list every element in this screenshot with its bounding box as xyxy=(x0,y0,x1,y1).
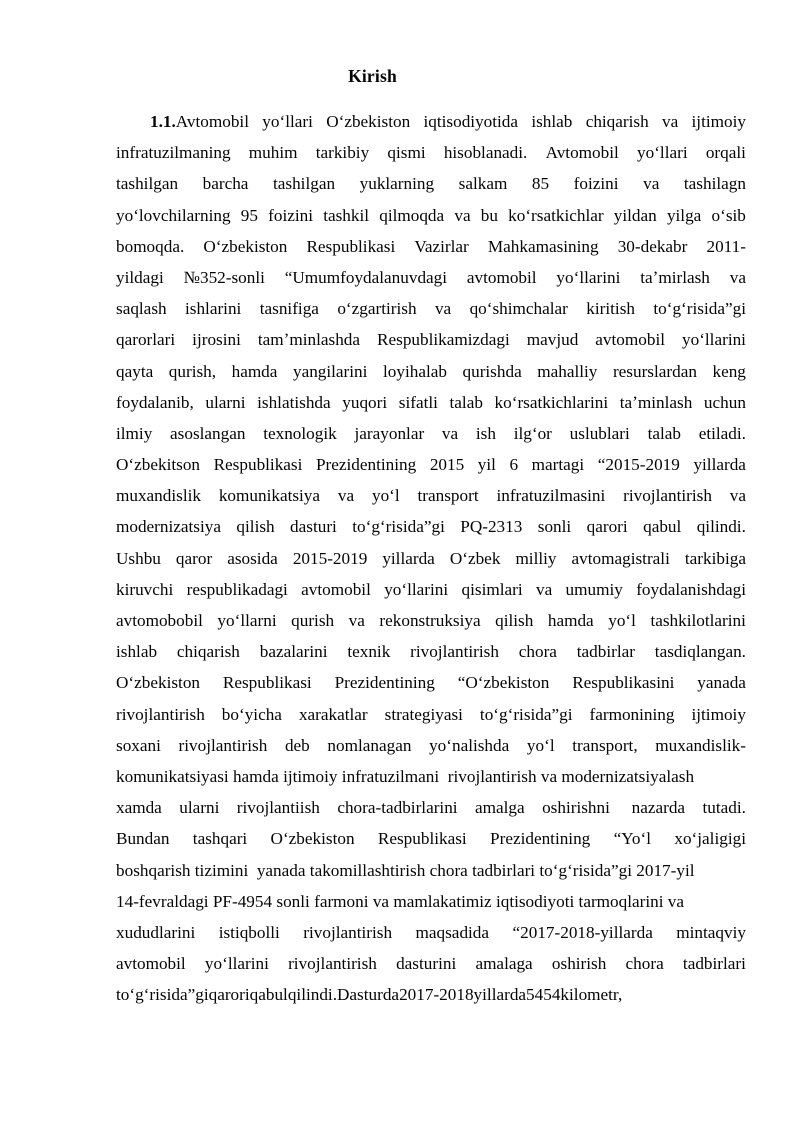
text-word: muxandislik xyxy=(116,486,201,506)
text-word: avtomobil xyxy=(466,267,537,287)
body-text-block xyxy=(116,106,746,1010)
text-line xyxy=(116,886,746,917)
text-word: tashqari xyxy=(192,829,248,849)
text-line xyxy=(116,699,746,730)
text-word: yuklarning xyxy=(359,174,435,194)
text-word: kiritish xyxy=(586,299,635,319)
text-word: infratuzilmasini xyxy=(496,486,606,506)
text-word: 2011- xyxy=(706,236,746,256)
text-word: sifatli xyxy=(398,392,438,412)
text-word: Oʻzbek xyxy=(449,548,501,568)
text-word: toʻgʻrisida”gi xyxy=(479,704,573,724)
text-word: ishlab xyxy=(531,112,573,131)
text-word: 6 xyxy=(509,455,519,475)
text-word: yoʻllarini xyxy=(682,330,746,350)
text-line xyxy=(116,761,746,792)
text-word: yillarda xyxy=(473,985,527,1005)
text-word: tashilgan xyxy=(273,174,336,194)
text-word: taʼmirlash xyxy=(640,267,710,287)
text-word: va xyxy=(729,267,746,287)
text-word: qurish, xyxy=(168,361,217,381)
text-line xyxy=(116,262,746,293)
text-word: dasturi xyxy=(290,517,337,537)
text-word: kiruvchi xyxy=(116,579,174,599)
text-word: asoslangan xyxy=(170,423,246,443)
text-word: va xyxy=(662,112,679,131)
text-word: muxandislik- xyxy=(655,735,746,755)
text-word: yoʻl xyxy=(526,735,555,755)
text-word: “Yoʻl xyxy=(613,829,652,849)
text-word: talab xyxy=(449,392,483,412)
text-word: qilish xyxy=(495,611,534,630)
text-word: chora xyxy=(518,642,557,662)
text-word: yillarda xyxy=(693,455,746,475)
text-word: yuqori xyxy=(342,392,388,412)
text-word: loyihalab xyxy=(382,361,447,381)
text-word: texnik xyxy=(347,642,391,662)
text-line xyxy=(116,855,746,886)
text-word: Bundan xyxy=(116,829,170,849)
text-word: 5454 xyxy=(526,985,561,1005)
text-word: Prezidentining xyxy=(490,829,591,849)
text-word: avtomobil xyxy=(116,954,186,974)
text-word: xarakatlar xyxy=(298,704,368,724)
text-line xyxy=(116,137,746,168)
text-word: qabul xyxy=(249,985,288,1005)
text-word: avtomobil xyxy=(595,330,665,350)
text-word: qilish xyxy=(236,517,275,537)
text-word: toʻgʻrisida”gi xyxy=(352,517,445,537)
text-word: hamda xyxy=(547,611,594,630)
text-word: jarayonlar xyxy=(354,423,425,443)
text-word: ishlatishda xyxy=(257,392,331,412)
text-word: yoʻl xyxy=(371,486,400,506)
text-word: uchun xyxy=(703,392,746,412)
text-word: tashkilotlarini xyxy=(650,611,746,630)
text-word: va xyxy=(441,423,459,443)
text-word: 95 xyxy=(240,205,258,225)
text-line xyxy=(116,418,746,449)
text-line xyxy=(116,730,746,761)
text-word: milliy xyxy=(515,548,557,568)
text-word: martagi xyxy=(531,455,585,475)
text-word: yanada xyxy=(697,673,746,693)
text-line xyxy=(116,605,746,636)
text-word: yoʻnalishda xyxy=(429,735,510,755)
text-word: rivojlantirish xyxy=(178,735,268,755)
text-word: ilgʻor xyxy=(513,423,552,443)
text-word: modernizatsiya xyxy=(116,517,221,537)
text-word: Ushbu xyxy=(116,548,161,568)
text-word: tashkil xyxy=(323,205,370,225)
text-line xyxy=(116,231,746,262)
text-word: ularni xyxy=(205,392,246,412)
text-word: rivojlantirish xyxy=(303,922,393,942)
text-word: xamda xyxy=(116,798,162,818)
text-word: chora xyxy=(625,954,664,974)
text-word: 2015-2019 xyxy=(292,548,368,568)
text-word: amalga xyxy=(475,798,525,818)
text-word: ishlarini xyxy=(185,299,242,319)
text-word: koʻrsatkichlar xyxy=(508,205,604,225)
text-word: rekonstruksiya xyxy=(379,611,481,630)
text-word: qismi xyxy=(387,143,426,163)
text-word: “2015-2019 xyxy=(597,455,680,475)
text-word: yildagi xyxy=(116,267,164,287)
section-number: 1.1. xyxy=(150,112,176,131)
text-word: oshirishni xyxy=(542,798,610,818)
text-word: rivojlantirish xyxy=(116,704,205,724)
text-word: Oʻzbekiston xyxy=(270,829,355,849)
text-word: chora-tadbirlarini xyxy=(337,798,458,818)
text-word: resurslardan xyxy=(612,361,697,381)
text-word: 85 xyxy=(531,174,550,194)
text-word: avtomagistrali xyxy=(571,548,670,568)
text-word: sonli xyxy=(537,517,572,537)
text-word: deb xyxy=(284,735,310,755)
text-word: va xyxy=(454,205,471,225)
text-word: nomlanagan xyxy=(327,735,412,755)
text-word: iqtisodiyotida xyxy=(423,112,519,131)
text-word: Respublikasi xyxy=(306,236,396,256)
text-word: transport, xyxy=(572,735,638,755)
text-word: rivojlantirish xyxy=(288,954,377,974)
text-word: talab xyxy=(647,423,681,443)
text-word: yoʻllarni xyxy=(217,611,277,630)
text-word: hamda xyxy=(231,361,278,381)
text-word: Respublikasini xyxy=(572,673,675,693)
text-word: mintaqviy xyxy=(676,922,746,942)
text-word: kilometr, xyxy=(560,985,623,1005)
text-word: qayta xyxy=(116,361,154,381)
text-word: Respublikasi xyxy=(213,455,303,475)
text-word: va xyxy=(729,486,746,506)
text-word: yil xyxy=(477,455,496,475)
text-word: Oʻzbekitson xyxy=(116,455,201,475)
text-word: soxani xyxy=(116,735,161,755)
text-word: va xyxy=(643,174,660,194)
text-word: mahalliy xyxy=(537,361,598,381)
text-word: tutadi. xyxy=(702,798,746,818)
text-word: va xyxy=(535,579,553,599)
text-word: saqlash xyxy=(116,299,167,319)
text-word: uslublari xyxy=(569,423,630,443)
text-line xyxy=(116,792,746,823)
text-line xyxy=(116,387,746,418)
text-word: va xyxy=(348,611,365,630)
text-word: Respublikasi xyxy=(222,673,312,693)
text-word: koʻrsatkichlarini xyxy=(494,392,609,412)
text-word: va xyxy=(337,486,355,506)
text-word: istiqbolli xyxy=(218,922,280,942)
text-word: qoʻshimchalar xyxy=(469,299,568,319)
text-word: foizini xyxy=(573,174,619,194)
text-word: 30-dekabr xyxy=(617,236,688,256)
text-word: boshqarish tizimini yanada takomillashtirish chora tadbirlari toʻgʻrisida”gi 2017-yil xyxy=(116,860,695,880)
text-word: Mahkamasining xyxy=(487,236,599,256)
text-word: bomoqda. xyxy=(116,236,185,256)
text-word: 14-fevraldagi PF-4954 sonli farmoni va mamlakatimiz iqtisodiyoti tarmoqlarini va xyxy=(116,891,685,911)
text-word: ijtimoiy xyxy=(691,112,746,131)
text-word: toʻgʻrisida”gi xyxy=(116,985,209,1005)
text-word: infratuzilmaning xyxy=(116,143,231,163)
text-word: farmonining xyxy=(589,704,675,724)
text-line xyxy=(116,293,746,324)
text-line xyxy=(116,823,746,854)
text-word: qarori xyxy=(208,985,250,1005)
text-word: Oʻzbekiston xyxy=(116,673,201,693)
text-word: bu xyxy=(480,205,498,225)
text-word: PQ-2313 xyxy=(460,517,523,537)
text-word: umumiy xyxy=(565,579,623,599)
text-word: rivojlantirish xyxy=(410,642,499,662)
text-word: ijrosini xyxy=(192,330,241,350)
text-word: amalaga xyxy=(475,954,533,974)
text-word: yangilarini xyxy=(292,361,368,381)
text-word: foydalanib, xyxy=(116,392,194,412)
text-word: ilmiy xyxy=(116,423,153,443)
text-word: bazalarini xyxy=(259,642,328,662)
text-word: oʻsib xyxy=(711,205,746,225)
text-word: qisimlari xyxy=(461,579,523,599)
text-word: oʻzgartirish xyxy=(337,299,417,319)
text-word: yoʻllarini xyxy=(384,579,449,599)
text-word: yoʻl xyxy=(608,611,636,630)
text-word: etiladi. xyxy=(698,423,746,443)
text-word: ishlab xyxy=(116,642,158,662)
text-word: rivojlantiish xyxy=(236,798,320,818)
text-word: yoʻllarini xyxy=(556,267,621,287)
text-word: transport xyxy=(417,486,479,506)
text-word: chiqarish xyxy=(176,642,240,662)
text-word: yoʻllari xyxy=(637,143,688,163)
text-word: tashilgan xyxy=(116,174,179,194)
text-word: qaror xyxy=(175,548,213,568)
text-word: boʻyicha xyxy=(221,704,282,724)
text-word: foizini xyxy=(268,205,313,225)
text-word: muhim xyxy=(248,143,298,163)
text-word: barcha xyxy=(202,174,249,194)
text-word: va xyxy=(434,299,452,319)
text-word: tashilagn xyxy=(683,174,746,194)
text-word: 1.1.Avtomobil xyxy=(150,112,249,131)
text-word: 2017-2018 xyxy=(399,985,474,1005)
text-line xyxy=(116,667,746,698)
text-line xyxy=(116,636,746,667)
text-word: Avtomobil xyxy=(545,143,619,163)
text-word: 2015 xyxy=(429,455,465,475)
text-word: tarkibiga xyxy=(684,548,746,568)
text-word: qilindi. xyxy=(287,985,338,1005)
text-word: foydalanishdagi xyxy=(636,579,746,599)
text-word: yoʻlovchilarning xyxy=(116,205,231,225)
text-word: Oʻzbekiston xyxy=(203,236,288,256)
text-word: avtomobil xyxy=(301,579,371,599)
text-word: hisoblanadi. xyxy=(443,143,528,163)
text-line xyxy=(116,543,746,574)
text-word: tasnifiga xyxy=(259,299,319,319)
text-word: Dasturda xyxy=(337,985,400,1005)
text-word: yilga xyxy=(666,205,702,225)
text-word: yoʻllari xyxy=(262,112,313,131)
text-word: Respublikasi xyxy=(377,829,467,849)
text-word: mavjud xyxy=(526,330,579,350)
text-word: respublikadagi xyxy=(186,579,288,599)
text-word: tarkibiy xyxy=(315,143,370,163)
text-word: chiqarish xyxy=(585,112,649,131)
text-word: ijtimoiy xyxy=(691,704,746,724)
text-word: avtomobobil xyxy=(116,611,203,630)
text-word: ish xyxy=(475,423,496,443)
text-word: qilmoqda xyxy=(379,205,445,225)
text-word: “2017-2018-yillarda xyxy=(512,922,653,942)
text-line xyxy=(116,948,746,979)
text-word: oshirish xyxy=(551,954,607,974)
text-word: komunikatsiya xyxy=(218,486,321,506)
text-line xyxy=(116,979,746,1010)
text-word: maqsadida xyxy=(415,922,490,942)
text-line xyxy=(116,168,746,199)
paragraph-lines xyxy=(116,106,746,1010)
text-word: nazarda xyxy=(627,798,686,818)
text-word: qurish xyxy=(291,611,335,630)
text-line xyxy=(116,511,746,542)
text-word: tadbirlar xyxy=(576,642,635,662)
text-word: qilindi. xyxy=(696,517,746,537)
text-line xyxy=(116,449,746,480)
page-title: Kirish xyxy=(348,66,397,86)
text-line xyxy=(116,574,746,605)
text-word: qabul xyxy=(643,517,682,537)
text-line xyxy=(116,200,746,231)
text-word: keng xyxy=(712,361,746,381)
text-word: orqali xyxy=(705,143,746,163)
text-word: tamʼminlashda xyxy=(257,330,361,350)
text-word: №352-sonli xyxy=(183,267,265,287)
text-word: strategiyasi xyxy=(384,704,463,724)
text-word: ularni xyxy=(179,798,220,818)
text-word: Prezidentining xyxy=(334,673,435,693)
text-word: “Umumfoydalanuvdagi xyxy=(284,267,448,287)
text-word: tasdiqlangan. xyxy=(654,642,746,662)
text-word: qarori xyxy=(586,517,628,537)
text-line xyxy=(116,480,746,511)
text-word: xoʻjaligigi xyxy=(674,829,746,849)
text-word: taʼminlash xyxy=(619,392,693,412)
text-word: Respublikamizdagi xyxy=(377,330,510,350)
text-word: yillarda xyxy=(382,548,435,568)
text-word: Vazirlar xyxy=(414,236,469,256)
text-word: texnologik xyxy=(263,423,337,443)
text-word: salkam xyxy=(458,174,508,194)
text-word: qarorlari xyxy=(116,330,176,350)
text-word: tadbirlari xyxy=(682,954,746,974)
text-word: “Oʻzbekiston xyxy=(457,673,550,693)
text-word: rivojlantirish xyxy=(623,486,712,506)
text-word: yoʻllarini xyxy=(204,954,269,974)
text-word: dasturini xyxy=(396,954,457,974)
text-line xyxy=(116,356,746,387)
text-word: xududlarini xyxy=(116,922,196,942)
text-word: toʻgʻrisida”gi xyxy=(653,299,746,319)
text-line xyxy=(116,106,746,137)
text-word: qurishda xyxy=(462,361,522,381)
text-word: komunikatsiyasi hamda ijtimoiy infratuzilmani rivojlantirish va modernizatsiyalash xyxy=(116,766,695,786)
text-word: yildan xyxy=(613,205,657,225)
text-word: Prezidentining xyxy=(315,455,417,475)
text-line xyxy=(116,324,746,355)
text-line xyxy=(116,917,746,948)
text-word: Oʻzbekiston xyxy=(326,112,411,131)
text-word: asosida xyxy=(227,548,278,568)
